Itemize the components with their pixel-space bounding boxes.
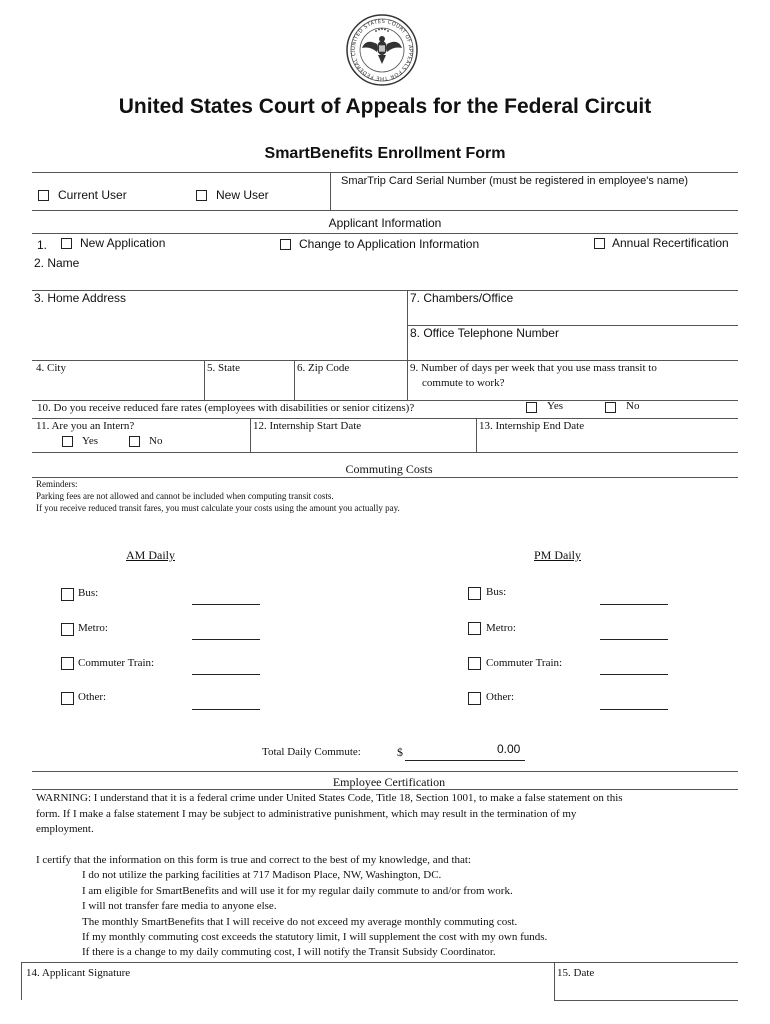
am-bus-checkbox[interactable] (61, 588, 74, 601)
pm-bus-checkbox[interactable] (468, 587, 481, 600)
intern-start-field-label[interactable]: 12. Internship Start Date (253, 420, 362, 432)
intern-no-checkbox[interactable] (129, 436, 140, 447)
am-daily-heading: AM Daily (126, 548, 175, 562)
divider (32, 360, 738, 361)
pm-commuter-train-amount[interactable] (600, 674, 668, 675)
pm-bus-amount[interactable] (600, 604, 668, 605)
reminders-label: Reminders: (36, 479, 78, 489)
reduced-fare-yes-label: Yes (547, 400, 564, 412)
divider (554, 1000, 738, 1001)
new-user-label: New User (216, 188, 269, 202)
date-field[interactable]: 15. Date (557, 967, 595, 979)
intern-end-field-label[interactable]: 13. Internship End Date (479, 420, 585, 432)
warning-line-1: WARNING: I understand that it is a federal crime under United States Code, Title 18, Section 1001, to make a false statement on this (36, 792, 623, 804)
total-currency-symbol: $ (397, 745, 403, 759)
days-per-week-label-2: commute to work? (422, 377, 505, 389)
intern-yes-label: Yes (82, 435, 99, 447)
total-daily-commute-value[interactable]: 0.00 (497, 742, 521, 756)
divider (476, 418, 477, 452)
certification-statement: I will not transfer fare media to anyone else. (82, 900, 277, 912)
divider (407, 290, 408, 400)
certification-statement: The monthly SmartBenefits that I will receive do not exceed my average monthly commuting cost. (82, 916, 518, 928)
divider (294, 360, 295, 400)
divider (32, 477, 738, 478)
annual-recert-checkbox[interactable] (594, 238, 605, 249)
court-seal (346, 14, 418, 86)
reminder-reduced-fares: If you receive reduced transit fares, you must calculate your costs using the amount you actually pay. (36, 503, 400, 513)
divider (32, 290, 738, 291)
divider (204, 360, 205, 400)
intern-no-label: No (149, 435, 163, 447)
am-commuter-train-checkbox[interactable] (61, 657, 74, 670)
current-user-label: Current User (58, 188, 127, 202)
zip-field-label[interactable]: 6. Zip Code (297, 362, 350, 374)
commuting-section-title: Commuting Costs (345, 462, 433, 476)
divider (32, 233, 738, 234)
am-metro-checkbox[interactable] (61, 623, 74, 636)
form-title: SmartBenefits Enrollment Form (264, 145, 506, 162)
current-user-checkbox[interactable] (38, 190, 49, 201)
pm-metro-amount[interactable] (600, 639, 668, 640)
divider (330, 172, 331, 210)
divider (32, 452, 738, 453)
divider (554, 962, 555, 1000)
pm-other-label: Other: (486, 691, 515, 703)
warning-line-3: employment. (36, 823, 94, 835)
pm-metro-label: Metro: (486, 622, 516, 634)
pm-other-amount[interactable] (600, 709, 668, 710)
pm-bus-label: Bus: (486, 586, 507, 598)
pm-metro-checkbox[interactable] (468, 622, 481, 635)
am-commuter-train-label: Commuter Train: (78, 657, 155, 669)
am-other-label: Other: (78, 691, 107, 703)
divider (21, 962, 22, 1000)
certification-statement: If my monthly commuting cost exceeds the statutory limit, I will supplement the cost with my own funds. (82, 931, 548, 943)
certification-statement: I do not utilize the parking facilities at 717 Madison Place, NW, Washington, DC. (82, 869, 442, 881)
certification-section-title: Employee Certification (332, 775, 446, 789)
annual-recert-label: Annual Recertification (612, 236, 729, 250)
new-application-label: New Application (80, 236, 166, 250)
reduced-fare-no-checkbox[interactable] (605, 402, 616, 413)
intern-question: 11. Are you an Intern? (36, 420, 135, 432)
new-user-checkbox[interactable] (196, 190, 207, 201)
smartrip-serial-label: SmarTrip Card Serial Number (must be registered in employee's name) (341, 175, 689, 187)
days-per-week-label[interactable]: 9. Number of days per week that you use mass transit to (410, 362, 657, 374)
am-other-checkbox[interactable] (61, 692, 74, 705)
reduced-fare-question: 10. Do you receive reduced fare rates (employees with disabilities or senior citizens)? (37, 402, 415, 414)
am-bus-label: Bus: (78, 587, 99, 599)
divider (32, 771, 738, 772)
divider (21, 962, 738, 963)
am-bus-amount[interactable] (192, 604, 260, 605)
pm-commuter-train-checkbox[interactable] (468, 657, 481, 670)
divider (32, 789, 738, 790)
pm-other-checkbox[interactable] (468, 692, 481, 705)
warning-line-2: form. If I make a false statement I may be subject to administrative punishment, which may result in the termination of my (36, 808, 577, 820)
svg-text:UNITED STATES COURT OF APPEALS: UNITED STATES COURT OF APPEALS FOR THE FEDERAL CI (350, 18, 414, 82)
item-1-prefix: 1. (37, 238, 48, 252)
home-address-field-label[interactable]: 3. Home Address (34, 291, 127, 305)
total-daily-commute-label: Total Daily Commute: (262, 746, 361, 758)
total-underline (405, 760, 525, 761)
applicant-signature-field[interactable]: 14. Applicant Signature (26, 967, 131, 979)
divider (250, 418, 251, 452)
am-other-amount[interactable] (192, 709, 260, 710)
applicant-section-title: Applicant Information (328, 216, 442, 230)
am-commuter-train-amount[interactable] (192, 674, 260, 675)
change-application-checkbox[interactable] (280, 239, 291, 250)
change-application-label: Change to Application Information (299, 237, 480, 251)
certify-intro: I certify that the information on this form is true and correct to the best of my knowledge, and that: (36, 854, 471, 866)
court-title: United States Court of Appeals for the Federal Circuit (118, 95, 652, 118)
am-metro-amount[interactable] (192, 639, 260, 640)
pm-daily-heading: PM Daily (534, 548, 582, 562)
city-field-label[interactable]: 4. City (36, 362, 66, 374)
reduced-fare-yes-checkbox[interactable] (526, 402, 537, 413)
pm-commuter-train-label: Commuter Train: (486, 657, 563, 669)
am-metro-label: Metro: (78, 622, 108, 634)
intern-yes-checkbox[interactable] (62, 436, 73, 447)
divider (32, 210, 738, 211)
divider (32, 172, 738, 173)
telephone-field-label[interactable]: 8. Office Telephone Number (410, 326, 559, 340)
certification-statement: I am eligible for SmartBenefits and will use it for my regular daily commute to and/or from work. (82, 885, 513, 897)
certification-statement: If there is a change to my daily commuting cost, I will notify the Transit Subsidy Coordinator. (82, 946, 496, 958)
reduced-fare-no-label: No (626, 400, 640, 412)
state-field-label[interactable]: 5. State (207, 362, 240, 374)
divider (32, 418, 738, 419)
name-field-label[interactable]: 2. Name (34, 256, 80, 270)
new-application-checkbox[interactable] (61, 238, 72, 249)
chambers-field-label[interactable]: 7. Chambers/Office (410, 291, 514, 305)
reminder-parking: Parking fees are not allowed and cannot be included when computing transit costs. (36, 491, 334, 501)
